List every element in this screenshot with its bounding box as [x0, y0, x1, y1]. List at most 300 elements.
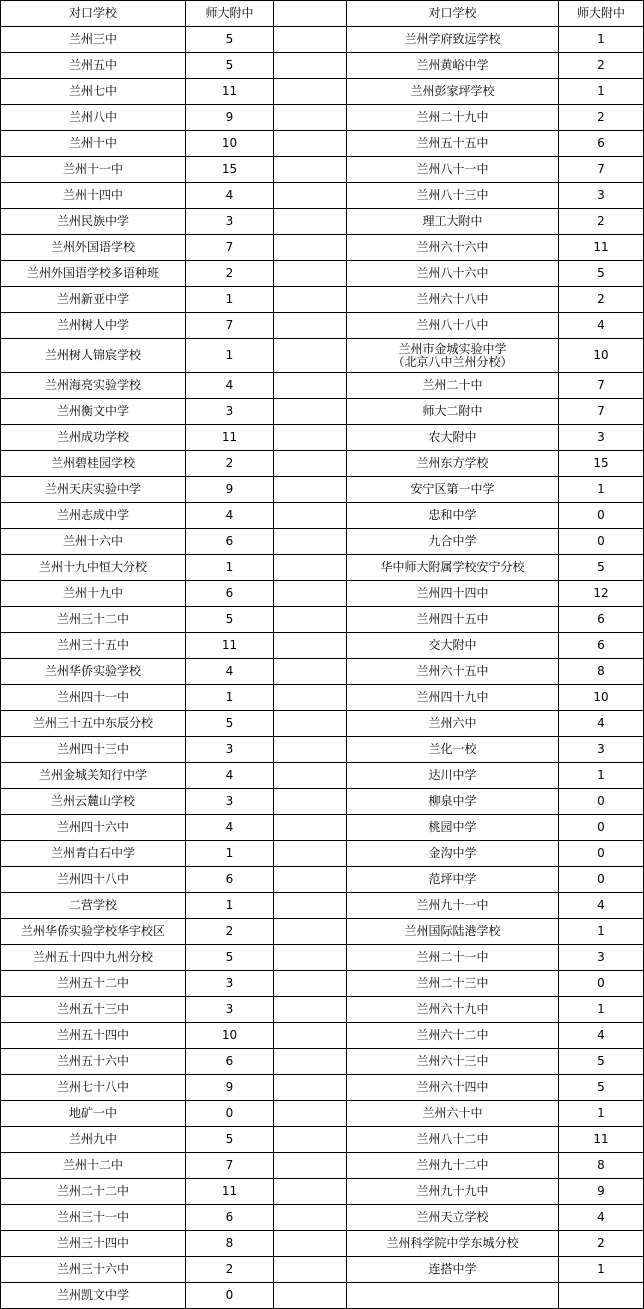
- left-school-cell: 地矿一中: [1, 1101, 186, 1127]
- left-count-cell: 3: [186, 399, 274, 425]
- spacer-cell: [274, 1179, 347, 1205]
- spacer-cell: [274, 841, 347, 867]
- left-school-cell: 兰州志成中学: [1, 503, 186, 529]
- spacer-cell: [274, 919, 347, 945]
- table-row: [1, 399, 644, 425]
- spacer-cell: [274, 1023, 347, 1049]
- table-row: [1, 1075, 644, 1101]
- right-count-cell: 7: [559, 373, 644, 399]
- table-row: [1, 1023, 644, 1049]
- table-row: [1, 79, 644, 105]
- table-row: [1, 287, 644, 313]
- left-count-cell: 5: [186, 945, 274, 971]
- spacer-cell: [274, 131, 347, 157]
- right-count-cell: 10: [559, 685, 644, 711]
- right-school-cell: 兰州天立学校: [347, 1205, 559, 1231]
- table-row: [1, 339, 644, 373]
- table-row: [1, 841, 644, 867]
- table-row: [1, 261, 644, 287]
- spacer-cell: [274, 1101, 347, 1127]
- right-count-cell: 2: [559, 209, 644, 235]
- left-school-cell: 兰州凯文中学: [1, 1283, 186, 1309]
- spacer-cell: [274, 1257, 347, 1283]
- right-count-cell: 0: [559, 789, 644, 815]
- left-school-cell: 兰州碧桂园学校: [1, 451, 186, 477]
- right-count-cell: 15: [559, 451, 644, 477]
- left-count-cell: 4: [186, 183, 274, 209]
- left-school-cell: 二营学校: [1, 893, 186, 919]
- table-row: [1, 581, 644, 607]
- right-count-cell: 1: [559, 919, 644, 945]
- right-school-cell: 兰州六十六中: [347, 235, 559, 261]
- left-count-cell: 1: [186, 893, 274, 919]
- right-school-cell: 兰州彭家坪学校: [347, 79, 559, 105]
- table-row: [1, 27, 644, 53]
- left-count-cell: 5: [186, 27, 274, 53]
- table-row: [1, 659, 644, 685]
- right-count-cell: 12: [559, 581, 644, 607]
- right-count-cell: 0: [559, 867, 644, 893]
- left-count-cell: 9: [186, 105, 274, 131]
- right-count-cell: 2: [559, 1231, 644, 1257]
- table-row: [1, 373, 644, 399]
- spacer-cell: [274, 581, 347, 607]
- left-count-cell: 11: [186, 1179, 274, 1205]
- right-count-cell: 2: [559, 105, 644, 131]
- table-row: [1, 503, 644, 529]
- table-row: [1, 555, 644, 581]
- right-school-cell: 兰州二十三中: [347, 971, 559, 997]
- right-school-cell: 忠和中学: [347, 503, 559, 529]
- left-school-cell: 兰州五十六中: [1, 1049, 186, 1075]
- spacer-cell: [274, 555, 347, 581]
- left-school-cell: 兰州华侨实验学校华宇校区: [1, 919, 186, 945]
- left-school-cell: 兰州七十八中: [1, 1075, 186, 1101]
- right-school-cell: 九合中学: [347, 529, 559, 555]
- right-count-cell: 0: [559, 529, 644, 555]
- left-school-cell: 兰州三十五中: [1, 633, 186, 659]
- table-row: [1, 529, 644, 555]
- right-school-cell: 兰州八十一中: [347, 157, 559, 183]
- left-school-cell: 兰州新亚中学: [1, 287, 186, 313]
- left-school-cell: 兰州外国语学校: [1, 235, 186, 261]
- table-row: [1, 815, 644, 841]
- left-count-cell: 4: [186, 503, 274, 529]
- right-count-cell: 1: [559, 1101, 644, 1127]
- left-count-cell: 8: [186, 1231, 274, 1257]
- table-row: [1, 971, 644, 997]
- spacer-cell: [274, 183, 347, 209]
- table-row: [1, 1205, 644, 1231]
- spacer-cell: [274, 1127, 347, 1153]
- header-row: [1, 1, 644, 27]
- left-school-cell: 兰州金城关知行中学: [1, 763, 186, 789]
- left-count-cell: 6: [186, 867, 274, 893]
- table-row: [1, 235, 644, 261]
- right-school-cell: 范坪中学: [347, 867, 559, 893]
- right-school-cell: [347, 339, 559, 373]
- spacer-cell: [274, 53, 347, 79]
- right-school-cell: 兰州六十八中: [347, 287, 559, 313]
- left-school-cell: 兰州三十六中: [1, 1257, 186, 1283]
- spacer-cell: [274, 1075, 347, 1101]
- right-count-cell: 6: [559, 131, 644, 157]
- left-school-cell: 兰州青白石中学: [1, 841, 186, 867]
- table-row: [1, 711, 644, 737]
- table-row: [1, 607, 644, 633]
- left-school-cell: 兰州外国语学校多语种班: [1, 261, 186, 287]
- right-count-cell: 1: [559, 79, 644, 105]
- spacer-cell: [274, 711, 347, 737]
- right-school-cell: 兰州四十五中: [347, 607, 559, 633]
- table-row: [1, 183, 644, 209]
- right-school-cell: [347, 1283, 559, 1309]
- left-count-cell: 1: [186, 685, 274, 711]
- spacer-cell: [274, 105, 347, 131]
- right-count-cell: 3: [559, 737, 644, 763]
- left-count-cell: 0: [186, 1101, 274, 1127]
- right-school-cell: 兰州六十九中: [347, 997, 559, 1023]
- left-school-cell: 兰州华侨实验学校: [1, 659, 186, 685]
- left-school-cell: 兰州七中: [1, 79, 186, 105]
- left-school-cell: 兰州十九中恒大分校: [1, 555, 186, 581]
- left-count-cell: 11: [186, 633, 274, 659]
- left-count-cell: 6: [186, 1049, 274, 1075]
- spacer-cell: [274, 867, 347, 893]
- left-count-cell: 1: [186, 339, 274, 373]
- left-count-cell: 0: [186, 1283, 274, 1309]
- spacer-cell: [274, 503, 347, 529]
- right-school-cell: 兰州五十五中: [347, 131, 559, 157]
- spacer-cell: [274, 79, 347, 105]
- right-school-cell: 兰州二十一中: [347, 945, 559, 971]
- spacer-cell: [274, 157, 347, 183]
- left-school-cell: 兰州三十五中东辰分校: [1, 711, 186, 737]
- right-school-cell: 兰州六十二中: [347, 1023, 559, 1049]
- spacer-cell: [274, 633, 347, 659]
- spacer-cell: [274, 529, 347, 555]
- spacer-cell: [274, 607, 347, 633]
- left-school-cell: 兰州四十六中: [1, 815, 186, 841]
- left-school-cell: 兰州五十四中: [1, 1023, 186, 1049]
- spacer-cell: [274, 261, 347, 287]
- right-count-cell: 4: [559, 893, 644, 919]
- right-count-cell: 4: [559, 1205, 644, 1231]
- left-count-cell: 7: [186, 313, 274, 339]
- left-school-cell: 兰州三十一中: [1, 1205, 186, 1231]
- spacer-cell: [274, 373, 347, 399]
- spacer-cell: [274, 339, 347, 373]
- spacer-cell: [274, 1153, 347, 1179]
- right-school-cell: 连搭中学: [347, 1257, 559, 1283]
- spacer-cell: [274, 763, 347, 789]
- spacer-cell: [274, 209, 347, 235]
- spacer-cell: [274, 971, 347, 997]
- spacer-cell: [274, 1, 347, 27]
- right-count-cell: 0: [559, 971, 644, 997]
- spacer-cell: [274, 789, 347, 815]
- right-count-cell: 2: [559, 287, 644, 313]
- table-row: [1, 763, 644, 789]
- spacer-cell: [274, 313, 347, 339]
- right-count-cell: 7: [559, 157, 644, 183]
- right-count-cell: 5: [559, 1075, 644, 1101]
- right-count-cell: 4: [559, 313, 644, 339]
- left-count-cell: 3: [186, 997, 274, 1023]
- left-count-cell: 3: [186, 971, 274, 997]
- spacer-cell: [274, 425, 347, 451]
- table-row: [1, 633, 644, 659]
- table-row: [1, 1153, 644, 1179]
- left-count-cell: 6: [186, 529, 274, 555]
- right-school-cell: 兰州九十二中: [347, 1153, 559, 1179]
- right-count-cell: 0: [559, 815, 644, 841]
- table-row: [1, 1231, 644, 1257]
- left-count-cell: 1: [186, 555, 274, 581]
- left-count-cell: 1: [186, 287, 274, 313]
- right-school-cell: 兰化一校: [347, 737, 559, 763]
- table-row: [1, 105, 644, 131]
- right-count-cell: 1: [559, 477, 644, 503]
- left-count-cell: 4: [186, 373, 274, 399]
- spacer-cell: [274, 235, 347, 261]
- right-school-cell: 师大二附中: [347, 399, 559, 425]
- spacer-cell: [274, 1283, 347, 1309]
- left-school-cell: 兰州树人中学: [1, 313, 186, 339]
- left-school-cell: 兰州九中: [1, 1127, 186, 1153]
- left-count-cell: 10: [186, 1023, 274, 1049]
- header-school-right: 对口学校: [347, 1, 559, 27]
- right-school-cell: 兰州六中: [347, 711, 559, 737]
- right-school-cell: 金沟中学: [347, 841, 559, 867]
- left-count-cell: 5: [186, 1127, 274, 1153]
- left-school-cell: 兰州五十二中: [1, 971, 186, 997]
- right-school-line-2: （北京八中兰州分校）: [392, 354, 513, 369]
- left-count-cell: 15: [186, 157, 274, 183]
- right-school-cell: 兰州四十九中: [347, 685, 559, 711]
- right-school-cell: 兰州八十二中: [347, 1127, 559, 1153]
- right-count-cell: 7: [559, 399, 644, 425]
- spacer-cell: [274, 477, 347, 503]
- left-count-cell: 3: [186, 789, 274, 815]
- right-school-cell: 兰州六十四中: [347, 1075, 559, 1101]
- right-school-cell: 安宁区第一中学: [347, 477, 559, 503]
- right-count-cell: 6: [559, 607, 644, 633]
- table-row: [1, 53, 644, 79]
- left-school-cell: 兰州五中: [1, 53, 186, 79]
- left-school-cell: 兰州四十八中: [1, 867, 186, 893]
- header-count-right: 师大附中: [559, 1, 644, 27]
- left-count-cell: 4: [186, 659, 274, 685]
- spacer-cell: [274, 685, 347, 711]
- right-school-cell: 兰州八十六中: [347, 261, 559, 287]
- right-count-cell: 5: [559, 555, 644, 581]
- left-school-cell: 兰州成功学校: [1, 425, 186, 451]
- table-row: [1, 477, 644, 503]
- left-school-cell: 兰州五十四中九州分校: [1, 945, 186, 971]
- header-count-left: 师大附中: [186, 1, 274, 27]
- spacer-cell: [274, 451, 347, 477]
- table-row: [1, 867, 644, 893]
- left-count-cell: 3: [186, 209, 274, 235]
- right-school-cell: 桃园中学: [347, 815, 559, 841]
- table-row: [1, 1283, 644, 1309]
- left-school-cell: 兰州二十二中: [1, 1179, 186, 1205]
- right-school-cell: 兰州科学院中学东城分校: [347, 1231, 559, 1257]
- left-count-cell: 5: [186, 53, 274, 79]
- table-row: [1, 1127, 644, 1153]
- left-count-cell: 1: [186, 841, 274, 867]
- left-school-cell: 兰州十九中: [1, 581, 186, 607]
- right-count-cell: 5: [559, 261, 644, 287]
- left-count-cell: 2: [186, 451, 274, 477]
- right-count-cell: 3: [559, 425, 644, 451]
- table-row: [1, 789, 644, 815]
- right-school-line-1: 兰州市金城实验中学: [398, 341, 507, 356]
- left-count-cell: 2: [186, 919, 274, 945]
- table-row: [1, 157, 644, 183]
- table-row: [1, 313, 644, 339]
- spacer-cell: [274, 893, 347, 919]
- right-school-cell: 理工大附中: [347, 209, 559, 235]
- table-row: [1, 893, 644, 919]
- table-row: [1, 1257, 644, 1283]
- left-count-cell: 5: [186, 711, 274, 737]
- right-count-cell: 9: [559, 1179, 644, 1205]
- spacer-cell: [274, 815, 347, 841]
- left-count-cell: 6: [186, 1205, 274, 1231]
- spacer-cell: [274, 287, 347, 313]
- left-school-cell: 兰州民族中学: [1, 209, 186, 235]
- right-count-cell: 1: [559, 27, 644, 53]
- right-count-cell: 8: [559, 1153, 644, 1179]
- right-count-cell: 0: [559, 503, 644, 529]
- table-row: [1, 131, 644, 157]
- left-count-cell: 7: [186, 1153, 274, 1179]
- right-count-cell: 2: [559, 53, 644, 79]
- left-school-cell: 兰州三十二中: [1, 607, 186, 633]
- right-count-cell: 11: [559, 235, 644, 261]
- right-school-cell: 华中师大附属学校安宁分校: [347, 555, 559, 581]
- right-school-cell: 兰州二十中: [347, 373, 559, 399]
- left-school-cell: 兰州十四中: [1, 183, 186, 209]
- right-count-cell: 6: [559, 633, 644, 659]
- header-school-left: 对口学校: [1, 1, 186, 27]
- left-school-cell: 兰州十二中: [1, 1153, 186, 1179]
- left-count-cell: 3: [186, 737, 274, 763]
- left-school-cell: 兰州十一中: [1, 157, 186, 183]
- left-school-cell: 兰州三十四中: [1, 1231, 186, 1257]
- right-school-cell: 兰州六十五中: [347, 659, 559, 685]
- right-count-cell: 1: [559, 763, 644, 789]
- left-count-cell: 11: [186, 425, 274, 451]
- left-school-cell: 兰州十六中: [1, 529, 186, 555]
- left-school-cell: 兰州衡文中学: [1, 399, 186, 425]
- left-count-cell: 2: [186, 261, 274, 287]
- left-school-cell: 兰州十中: [1, 131, 186, 157]
- right-school-cell: 柳泉中学: [347, 789, 559, 815]
- spacer-cell: [274, 997, 347, 1023]
- left-school-cell: 兰州海亮实验学校: [1, 373, 186, 399]
- right-count-cell: 5: [559, 1049, 644, 1075]
- right-count-cell: 3: [559, 945, 644, 971]
- right-school-cell: 兰州国际陆港学校: [347, 919, 559, 945]
- left-count-cell: 9: [186, 1075, 274, 1101]
- table-row: [1, 1101, 644, 1127]
- left-school-cell: 兰州四十一中: [1, 685, 186, 711]
- right-count-cell: 1: [559, 1257, 644, 1283]
- right-school-cell: 兰州学府致远学校: [347, 27, 559, 53]
- right-school-cell: 交大附中: [347, 633, 559, 659]
- left-school-cell: 兰州三中: [1, 27, 186, 53]
- right-school-cell: 兰州六十中: [347, 1101, 559, 1127]
- left-school-cell: 兰州八中: [1, 105, 186, 131]
- left-count-cell: 2: [186, 1257, 274, 1283]
- table-row: [1, 209, 644, 235]
- right-count-cell: 11: [559, 1127, 644, 1153]
- spacer-cell: [274, 737, 347, 763]
- table-body: [1, 1, 644, 1309]
- right-school-cell: 农大附中: [347, 425, 559, 451]
- spacer-cell: [274, 1231, 347, 1257]
- left-count-cell: 11: [186, 79, 274, 105]
- right-school-cell: 兰州九十一中: [347, 893, 559, 919]
- spacer-cell: [274, 27, 347, 53]
- left-count-cell: 9: [186, 477, 274, 503]
- right-count-cell: 1: [559, 997, 644, 1023]
- left-count-cell: 10: [186, 131, 274, 157]
- spacer-cell: [274, 1205, 347, 1231]
- table-row: [1, 919, 644, 945]
- right-school-cell: 兰州二十九中: [347, 105, 559, 131]
- right-school-cell: 兰州四十四中: [347, 581, 559, 607]
- right-count-cell: 3: [559, 183, 644, 209]
- spacer-cell: [274, 659, 347, 685]
- table-row: [1, 737, 644, 763]
- spacer-cell: [274, 945, 347, 971]
- left-school-cell: 兰州五十三中: [1, 997, 186, 1023]
- right-count-cell: 4: [559, 1023, 644, 1049]
- left-count-cell: 4: [186, 763, 274, 789]
- left-school-cell: 兰州树人锦宸学校: [1, 339, 186, 373]
- right-count-cell: 4: [559, 711, 644, 737]
- left-school-cell: 兰州天庆实验中学: [1, 477, 186, 503]
- right-school-cell: 兰州九十九中: [347, 1179, 559, 1205]
- spacer-cell: [274, 1049, 347, 1075]
- table-row: [1, 425, 644, 451]
- right-school-cell: 兰州八十三中: [347, 183, 559, 209]
- left-school-cell: 兰州云麓山学校: [1, 789, 186, 815]
- spacer-cell: [274, 399, 347, 425]
- left-school-cell: 兰州四十三中: [1, 737, 186, 763]
- right-school-cell: 达川中学: [347, 763, 559, 789]
- right-school-cell: 兰州八十八中: [347, 313, 559, 339]
- left-count-cell: 4: [186, 815, 274, 841]
- table-row: [1, 945, 644, 971]
- right-school-cell: 兰州黄峪中学: [347, 53, 559, 79]
- table-row: [1, 451, 644, 477]
- left-count-cell: 7: [186, 235, 274, 261]
- right-count-cell: 8: [559, 659, 644, 685]
- right-school-cell: 兰州东方学校: [347, 451, 559, 477]
- table-row: [1, 1049, 644, 1075]
- left-count-cell: 5: [186, 607, 274, 633]
- right-count-cell: [559, 1283, 644, 1309]
- right-count-cell: 10: [559, 339, 644, 373]
- table-row: [1, 685, 644, 711]
- right-count-cell: 0: [559, 841, 644, 867]
- table-row: [1, 1179, 644, 1205]
